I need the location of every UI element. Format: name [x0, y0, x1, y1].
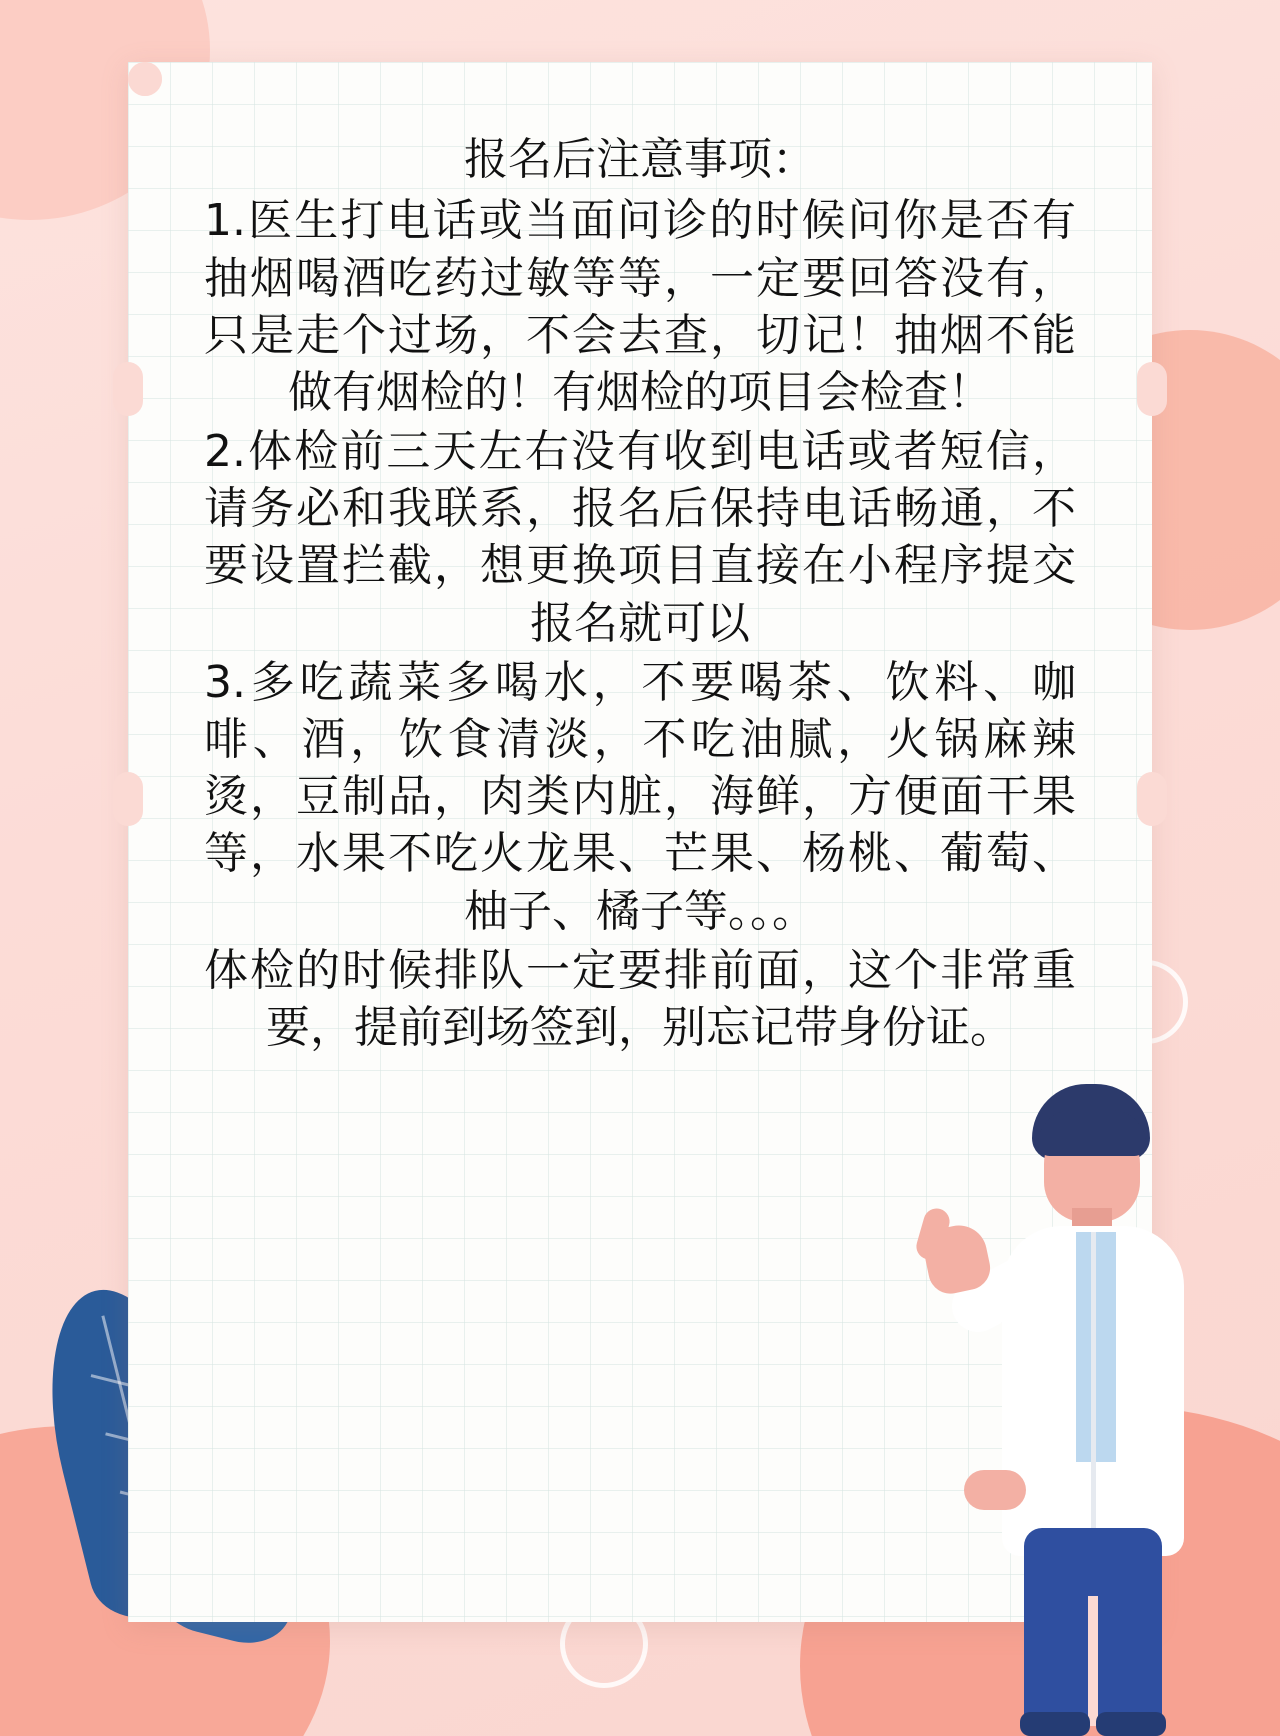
doctor-leg-gap [1088, 1596, 1098, 1726]
notice-paragraph-4: 体检的时候排队一定要排前面，这个非常重要，提前到场签到，别忘记带身份证。 [204, 944, 1076, 1053]
doctor-shirt [1076, 1232, 1116, 1462]
notice-paragraph-1: 1.医生打电话或当面问诊的时候问你是否有抽烟喝酒吃药过敏等等，一定要回答没有，只是走个过场，不会去查，切记！抽烟不能做有烟检的！有烟检的项目会检查！ [204, 195, 1076, 418]
notice-paragraph-3: 3.多吃蔬菜多喝水，不要喝茶、饮料、咖啡、酒，饮食清淡，不吃油腻，火锅麻辣烫，豆制品，肉类内脏，海鲜，方便面干果等，水果不吃火龙果、芒果、杨桃、葡萄、柚子、橘子等。。。 [204, 656, 1076, 937]
page-title: 报名后注意事项： [464, 134, 816, 185]
doctor-shoe-right [1096, 1712, 1166, 1736]
doctor-thumbs-up-illustration [940, 1076, 1240, 1736]
doctor-coat-seam [1091, 1232, 1096, 1532]
doctor-hair-front [1038, 1110, 1146, 1156]
doctor-lower-hand [964, 1470, 1026, 1510]
notice-paragraph-2: 2.体检前三天左右没有收到电话或者短信，请务必和我联系，报名后保持电话畅通，不要设置拦截，想更换项目直接在小程序提交报名就可以 [204, 426, 1076, 649]
doctor-shoe-left [1020, 1712, 1090, 1736]
